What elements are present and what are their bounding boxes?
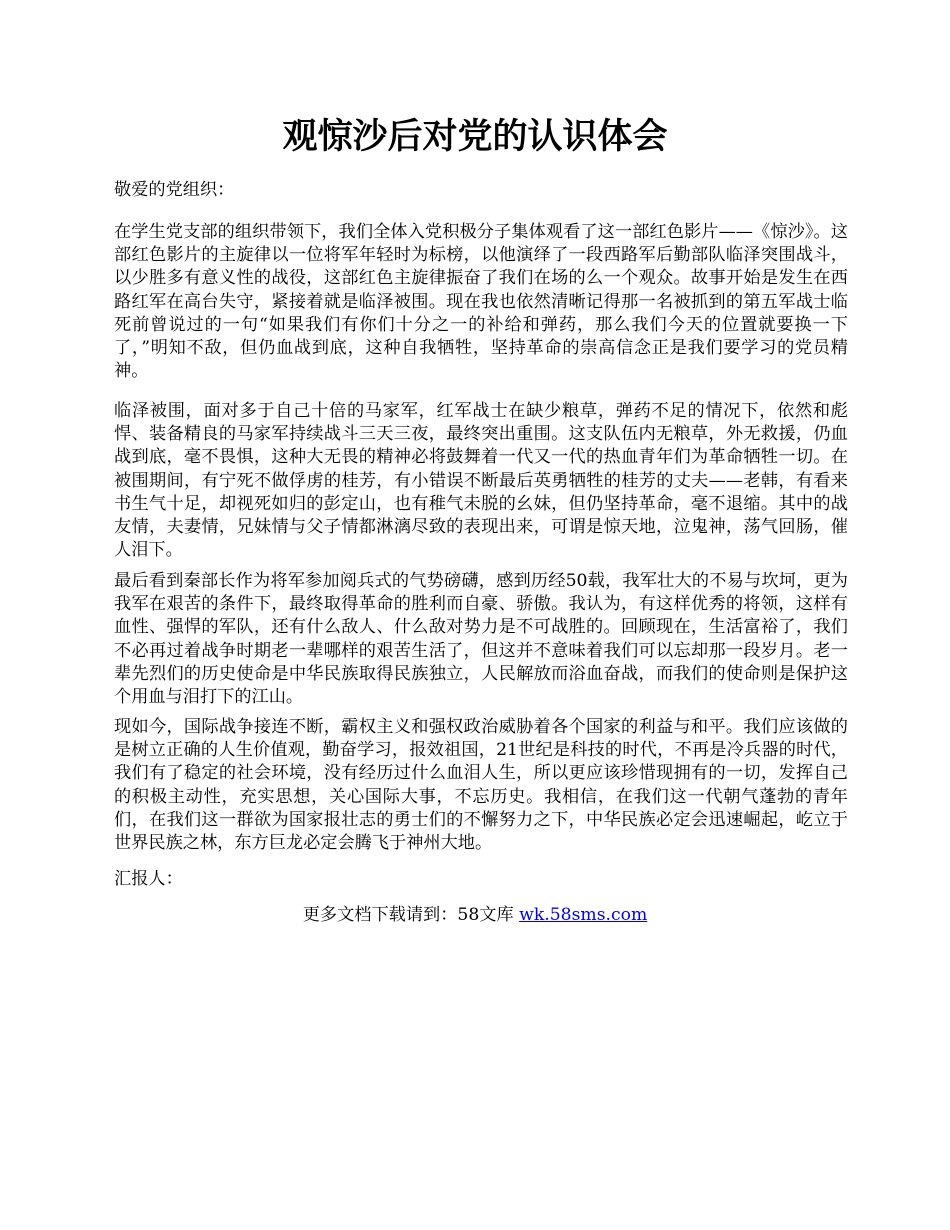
paragraph-1: 在学生党支部的组织带领下，我们全体入党积极分子集体观看了这一部红色影片——《惊沙》。这部红色影片的主旋律以一位将军年轻时为标榜，以他演绎了一段西路军后勤部队临泽突围战斗，以少胜多有意义性的战役，这部红色主旋律振奋了我们在场的么一个观众。故事开始是发生在西路红军在高台失守，紧接着就是临泽被围。现在我也依然清晰记得那一名被抓到的第五军战士临死前曾说过的一句“如果我们有你们十分之一的补给和弹药，那么我们今天的位置就要换一下了，”明知不敌，但仍血战到底，这种自我牺牲，坚持革命的崇高信念正是我们要学习的党员精神。 [114, 222, 848, 382]
paragraph-4: 现如今，国际战争接连不断，霸权主义和强权政治威胁着各个国家的利益与和平。我们应该做的是树立正确的人生价值观，勤奋学习，报效祖国，21世纪是科技的时代，不再是冷兵器的时代，我们有了稳定的社会环境，没有经历过什么血泪人生，所以更应该珍惜现拥有的一切，发挥自己的积极主动性，充实思想，关心国际大事，不忘历史。我相信，在我们这一代朝气蓬勃的青年们，在我们这一群欲为国家报壮志的勇士们的不懈努力之下，中华民族必定会迅速崛起，屹立于世界民族之林，东方巨龙必定会腾飞于神州大地。 [114, 717, 848, 854]
paragraph-2: 临泽被围，面对多于自己十倍的马家军，红军战士在缺少粮草，弹药不足的情况下，依然和彪悍、装备精良的马家军持续战斗三天三夜，最终突出重围。这支队伍内无粮草，外无救援，仍血战到底，毫不畏惧，这种大无畏的精神必将鼓舞着一代又一代的热血青年们为革命牺牲一切。在被围期间，有宁死不做俘虏的桂芳，有小错误不断最后英勇牺牲的桂芳的丈夫——老韩，有看来书生气十足，却视死如归的彭定山，也有稚气未脱的幺妹，但仍坚持革命，毫不退缩。其中的战友情，夫妻情，兄妹情与父子情都淋漓尽致的表现出来，可谓是惊天地，泣鬼神，荡气回肠，催人泪下。 [114, 401, 848, 561]
salutation: 敬爱的党组织： [114, 180, 235, 200]
paragraph-3: 最后看到秦部长作为将军参加阅兵式的气势磅礴，感到历经50载，我军壮大的不易与坎坷，更为我军在艰苦的条件下，最终取得革命的胜利而自豪、骄傲。我认为，有这样优秀的将领，这样有血性、强悍的军队，还有什么敌人、什么敌对势力是不可战胜的。回顾现在，生活富裕了，我们不必再过着战争时期老一辈哪样的艰苦生活了，但这并不意味着我们可以忘却那一段岁月。老一辈先烈们的历史使命是中华民族取得民族独立，人民解放而浴血奋战，而我们的使命则是保护这个用血与泪打下的江山。 [114, 571, 848, 708]
footer-link[interactable]: wk.58sms.com [519, 905, 648, 925]
footer-text: 更多文档下载请到：58文库 [302, 905, 520, 925]
reporter-label: 汇报人： [114, 869, 183, 889]
footer-note [0, 904, 950, 927]
document-title: 观惊沙后对党的认识体会 [282, 116, 668, 157]
